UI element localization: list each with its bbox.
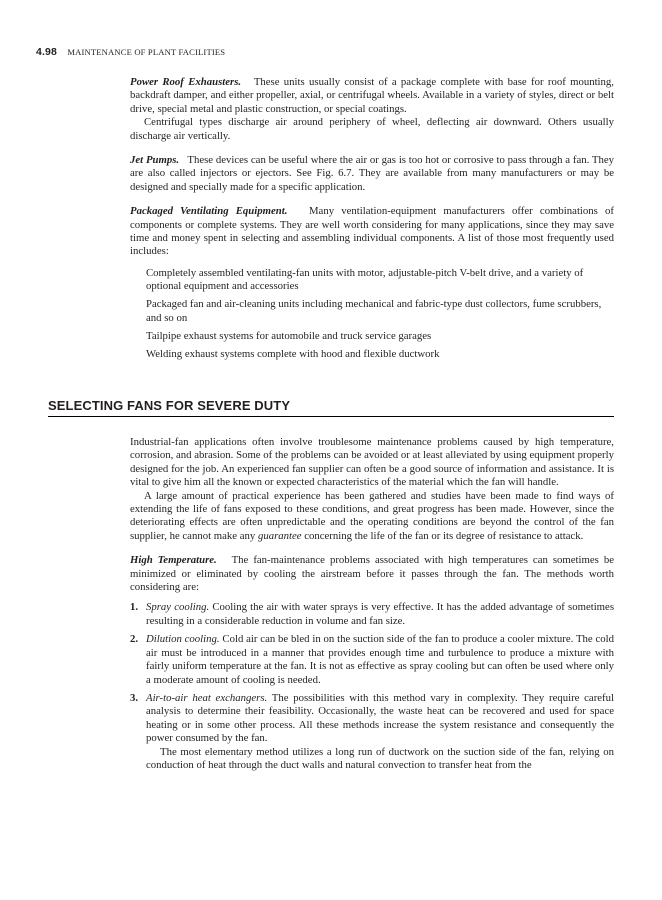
high-temp-text: The fan-maintenance problems associated with high temperatures can sometimes be minimized or eliminated by cooling the airstream before it passes through the fan. The methods worth considering are: bbox=[130, 554, 614, 594]
jet-pumps-lead: Jet Pumps. bbox=[130, 154, 180, 167]
severe-paragraph-1: Industrial-fan applications often involve troublesome maintenance problems caused by high temperature, corrosion, and abrasion. Some of the problems can be avoided or at least alleviated by using equipment properly designed for the job. An experienced fan supplier can often be a good source of information and assistance. It is vital to give him all the known or expected characteristics of the material which the fan will handle. bbox=[130, 436, 614, 489]
running-title: MAINTENANCE OF PLANT FACILITIES bbox=[67, 47, 226, 57]
list-item: Completely assembled ventilating-fan units with motor, adjustable-pitch V-belt drive, and a variety of optional equipment and accessories bbox=[146, 266, 584, 293]
method-number: 3. bbox=[130, 691, 139, 704]
bottom-text-column bbox=[130, 436, 614, 772]
method-text: The possibilities with this method vary in complexity. They require careful analysis to determine their feasibility. Occasionally, the waste heat can be recovered and used for space heating or in some other process. All these methods increase the system resistance and consequently the power consumed by the fan. bbox=[146, 691, 614, 745]
method-number: 1. bbox=[130, 601, 139, 614]
list-item: Packaged fan and air-cleaning units including mechanical and fabric-type dust collectors, fume scrubbers, and so on bbox=[146, 298, 602, 324]
method-title: Air-to-air heat exchangers. bbox=[146, 691, 268, 704]
severe-p2-before: A large amount of practical experience has been gathered and studies have been made to find ways of extending the life of fans exposed to these conditions, and great progress has been made. However, since the deteriorating effects are often unpredictable and the operating conditions are beyond the control of the fan supplier, he cannot make any bbox=[130, 489, 614, 542]
method-item bbox=[130, 601, 614, 628]
jet-pumps-text: These devices can be useful where the air or gas is too hot or corrosive to pass through a fan. They are also called injectors or ejectors. See Fig. 6.7. They are available from many manufacturers or may be designed and specially made for a specific application. bbox=[130, 154, 614, 193]
page-number: 4.98 bbox=[36, 46, 58, 58]
method-text: Cold air can be bled in on the suction side of the fan to produce a cooler mixture. The cold air must be introduced in a manner that provides enough time and turbulence to produce a mixture with fairly uniform temperature at the fan. It is not as effective as spray cooling but can often be used where only a moderate amount of cooling is needed. bbox=[146, 633, 614, 686]
packaged-list bbox=[130, 267, 614, 361]
section-heading: SELECTING FANS FOR SEVERE DUTY bbox=[48, 398, 614, 417]
high-temp-paragraph bbox=[130, 554, 614, 594]
method-body bbox=[146, 601, 614, 628]
method-item bbox=[130, 692, 614, 772]
running-header bbox=[36, 46, 225, 58]
method-item bbox=[130, 633, 614, 687]
top-text-column bbox=[130, 76, 614, 366]
power-roof-paragraph-2: Centrifugal types discharge air around periphery of wheel, deflecting air downward. Others usually discharge air vertically. bbox=[130, 116, 614, 142]
power-roof-lead: Power Roof Exhausters. bbox=[130, 76, 242, 88]
high-temp-lead: High Temperature. bbox=[130, 554, 217, 567]
severe-paragraph-2 bbox=[130, 490, 614, 544]
severe-p2-after: concerning the life of the fan or its degree of resistance to attack. bbox=[304, 529, 584, 542]
list-item: Welding exhaust systems complete with hood and flexible ductwork bbox=[146, 347, 440, 360]
methods-list bbox=[130, 601, 614, 772]
list-item: Tailpipe exhaust systems for automobile and truck service garages bbox=[146, 329, 432, 342]
method-number: 2. bbox=[130, 633, 139, 646]
power-roof-paragraph bbox=[130, 76, 614, 116]
packaged-lead: Packaged Ventilating Equipment. bbox=[130, 205, 288, 218]
method-title: Dilution cooling. bbox=[146, 633, 220, 646]
method-body bbox=[146, 633, 614, 687]
method-title: Spray cooling. bbox=[146, 601, 210, 614]
power-roof-text: These units usually consist of a package complete with base for roof mounting, backdraft damper, and either propeller, axial, or centrifugal wheels. Available in a variety of styles, direct or belt drive, special metal and plastic construction, or special coatings. bbox=[130, 76, 614, 115]
method-continuation: The most elementary method utilizes a long run of ductwork on the suction side of the fan, relying on conduction of heat through the duct walls and natural convection to transfer heat from the bbox=[146, 745, 614, 771]
packaged-text: Many ventilation-equipment manufacturers offer combinations of components or complete systems. They are well worth considering for many applications, since they may save time and money spent in selecting and assembling individual components. A list of those most frequently used includes: bbox=[130, 205, 614, 258]
method-body bbox=[146, 692, 614, 772]
method-text: Cooling the air with water sprays is very effective. It has the added advantage of sometimes resulting in a considerable reduction in volume and fan size. bbox=[146, 601, 614, 627]
packaged-paragraph bbox=[130, 205, 614, 259]
jet-pumps-paragraph bbox=[130, 154, 614, 194]
severe-p2-emphasis: guarantee bbox=[257, 529, 302, 542]
